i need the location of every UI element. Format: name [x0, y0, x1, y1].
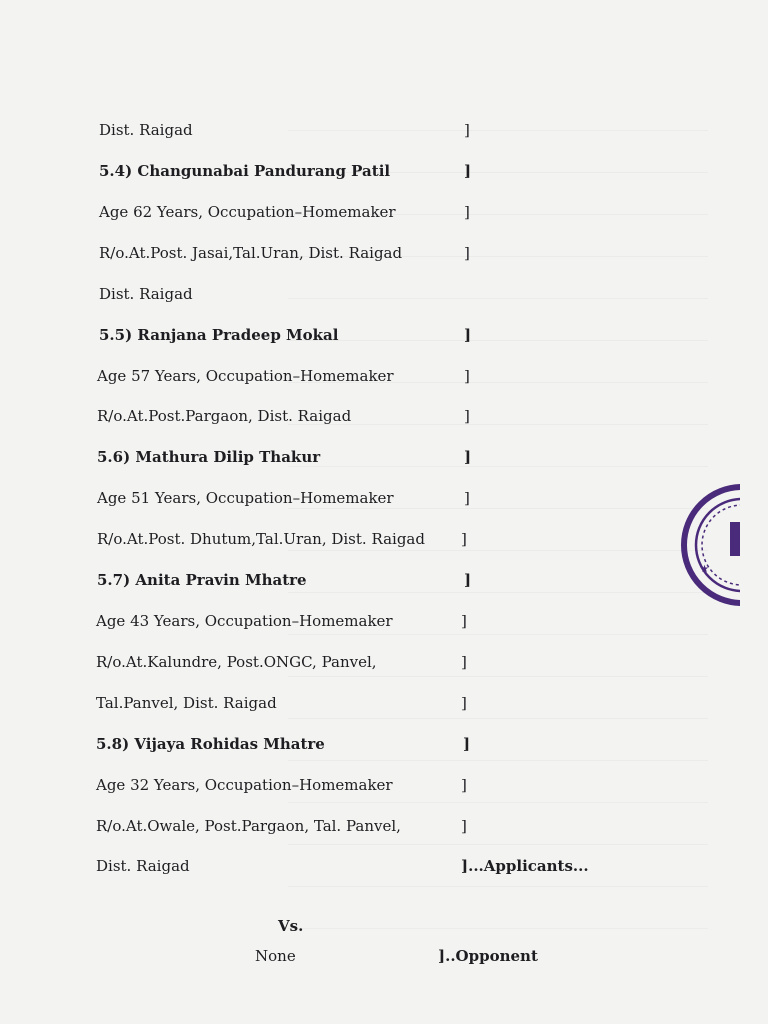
line-bracket: ] — [464, 244, 470, 262]
line-text: R/o.At.Kalundre, Post.ONGC, Panvel, — [96, 653, 377, 671]
line-text: Age 62 Years, Occupation–Homemaker — [99, 203, 396, 221]
line-bracket: ] — [461, 817, 467, 835]
line-bracket: ] — [464, 203, 470, 221]
age-occupation-line — [0, 198, 768, 226]
opponent-label: ]..Opponent — [438, 947, 538, 965]
applicant-name: 5.4) Changunabai Pandurang Patil — [99, 162, 391, 180]
address-line — [0, 812, 768, 840]
age-occupation-line — [0, 771, 768, 799]
line-bracket: ] — [461, 612, 467, 630]
line-text: Age 32 Years, Occupation–Homemaker — [96, 776, 393, 794]
address-line — [0, 402, 768, 430]
line-bracket: ] — [461, 653, 467, 671]
line-bracket: ] — [463, 735, 471, 753]
line-text: Dist. Raigad — [99, 285, 193, 303]
line-text: Dist. Raigad — [99, 121, 193, 139]
line-bracket: ] — [464, 326, 472, 344]
applicant-name: 5.7) Anita Pravin Mhatre — [97, 571, 307, 589]
address-line — [0, 525, 768, 553]
address-line — [0, 239, 768, 267]
address-line — [0, 116, 768, 144]
line-text: R/o.At.Owale, Post.Pargaon, Tal. Panvel, — [96, 817, 401, 835]
address-line — [0, 648, 768, 676]
line-text: Dist. Raigad — [96, 857, 190, 875]
line-bracket: ] — [464, 407, 470, 425]
line-bracket: ] — [461, 530, 467, 548]
line-text: Age 57 Years, Occupation–Homemaker — [97, 367, 394, 385]
applicant-heading — [0, 157, 768, 185]
applicant-heading — [0, 730, 768, 758]
line-text: R/o.At.Post.Pargaon, Dist. Raigad — [97, 407, 352, 425]
seal-stamp — [680, 482, 740, 608]
address-line — [0, 689, 768, 717]
line-bracket: ] — [461, 694, 467, 712]
applicants-label: ]...Applicants... — [461, 857, 589, 875]
applicant-name: 5.6) Mathura Dilip Thakur — [97, 448, 321, 466]
versus-line — [0, 912, 768, 940]
opponent-name: None — [255, 947, 296, 965]
age-occupation-line — [0, 362, 768, 390]
applicant-heading — [0, 566, 768, 594]
line-bracket: ] — [461, 776, 467, 794]
line-bracket: ] — [464, 571, 472, 589]
address-line — [0, 280, 768, 308]
line-bracket: ] — [464, 367, 470, 385]
line-bracket: ] — [464, 121, 470, 139]
line-text: R/o.At.Post. Dhutum,Tal.Uran, Dist. Raigad — [97, 530, 425, 548]
line-bracket: ] — [464, 448, 472, 466]
line-bracket: ] — [464, 162, 472, 180]
opponent-line — [0, 942, 768, 970]
line-text: Age 43 Years, Occupation–Homemaker — [96, 612, 393, 630]
applicant-heading — [0, 443, 768, 471]
line-text: Age 51 Years, Occupation–Homemaker — [97, 489, 394, 507]
applicant-heading — [0, 321, 768, 349]
versus-label: Vs. — [278, 917, 304, 935]
svg-text:★: ★ — [700, 564, 709, 575]
age-occupation-line — [0, 484, 768, 512]
applicant-name: 5.5) Ranjana Pradeep Mokal — [99, 326, 339, 344]
line-text: Tal.Panvel, Dist. Raigad — [96, 694, 277, 712]
line-text: R/o.At.Post. Jasai,Tal.Uran, Dist. Raigad — [99, 244, 403, 262]
applicant-name: 5.8) Vijaya Rohidas Mhatre — [96, 735, 325, 753]
address-line-applicants — [0, 852, 768, 880]
age-occupation-line — [0, 607, 768, 635]
line-bracket: ] — [464, 489, 470, 507]
